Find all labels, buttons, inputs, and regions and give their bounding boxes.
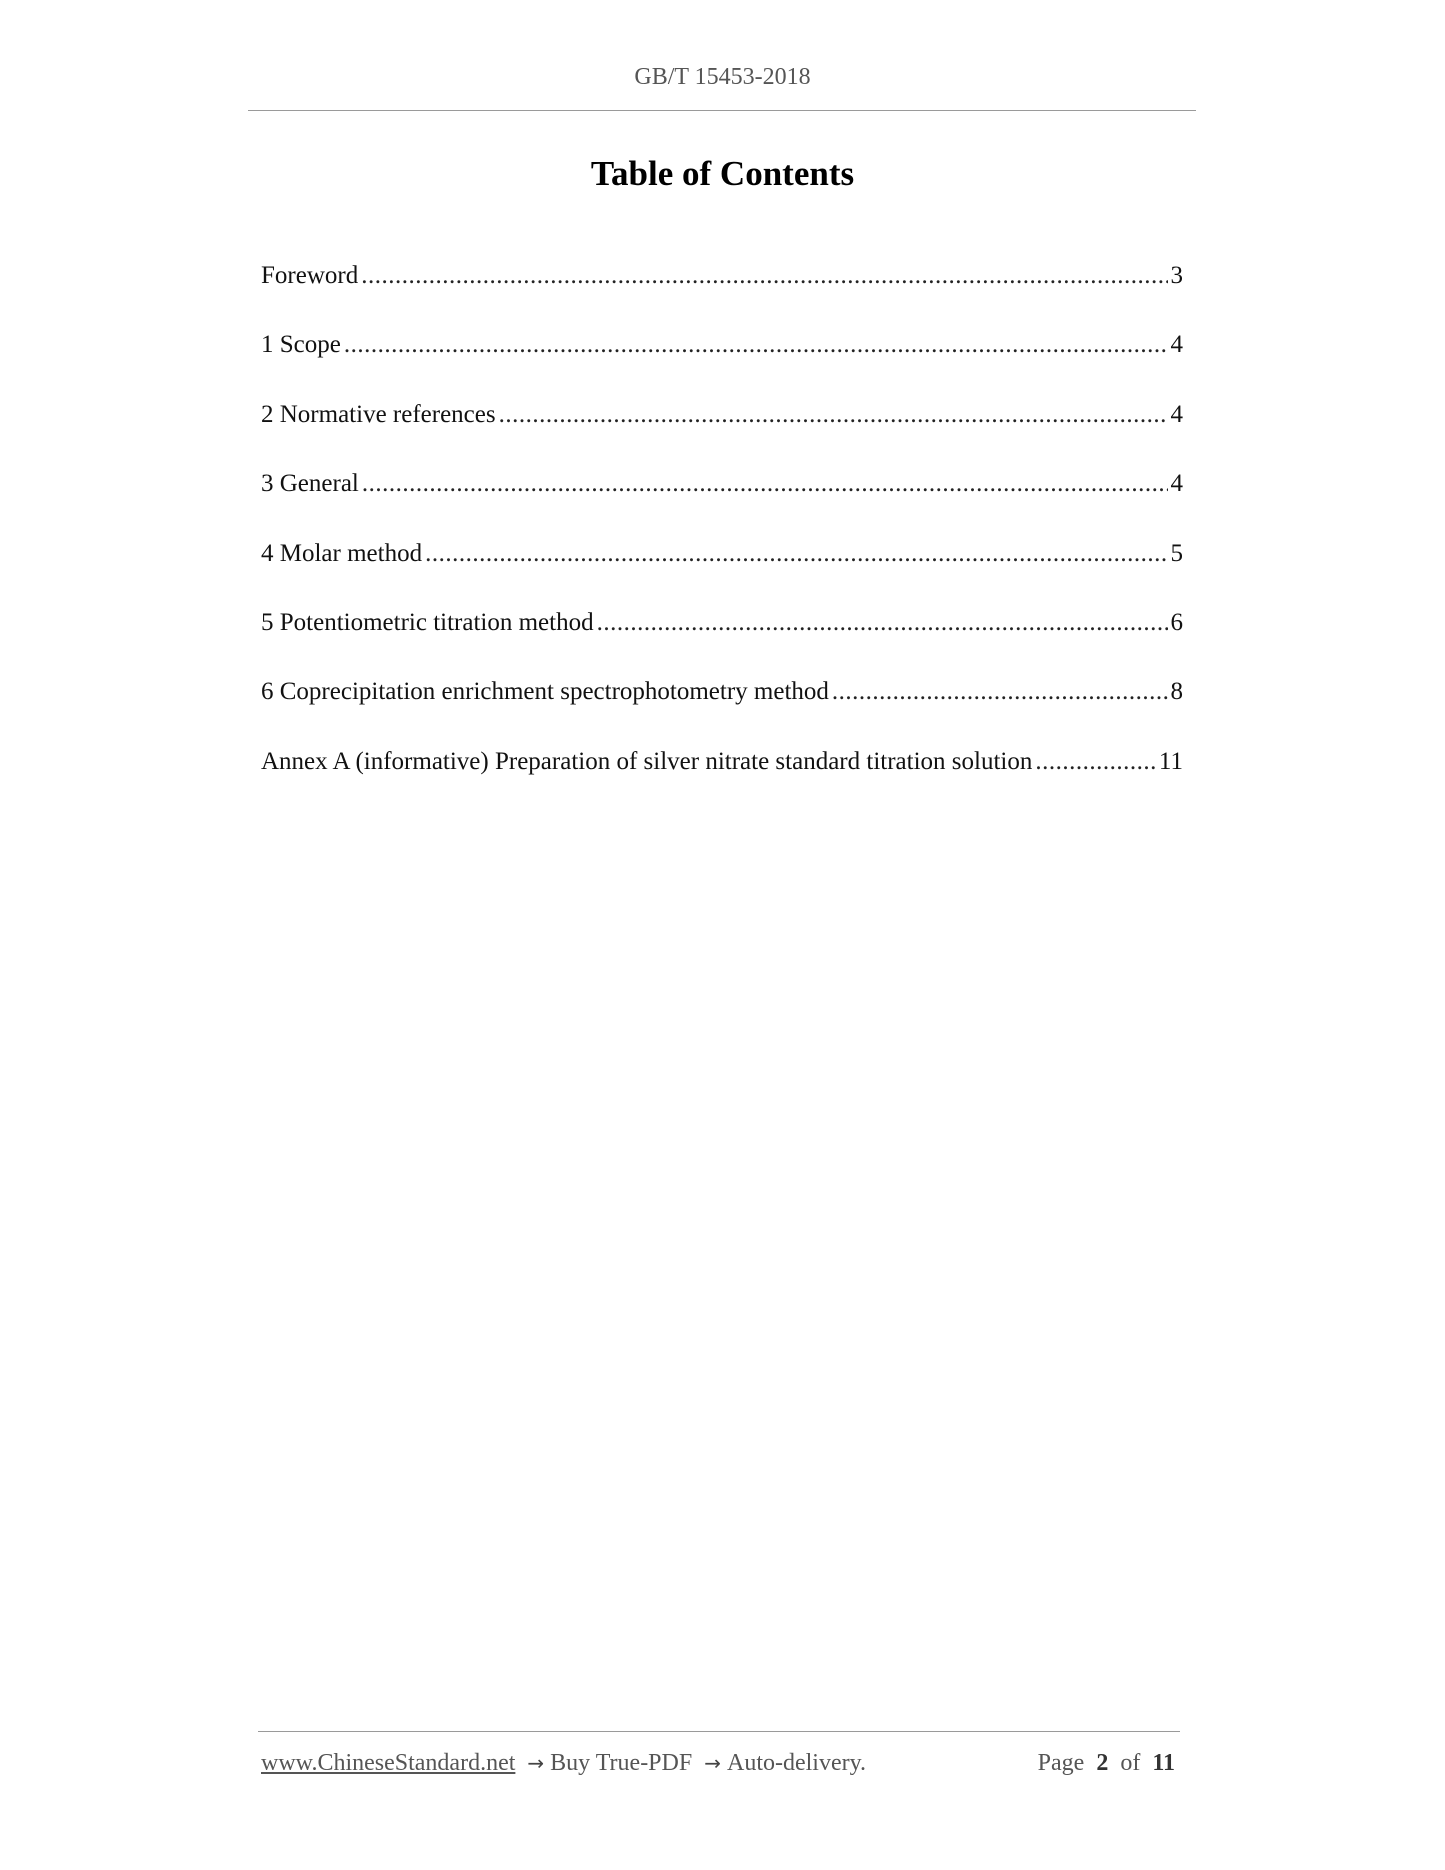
dot-leader <box>362 470 1168 498</box>
toc-entry-page: 4 <box>1170 470 1183 498</box>
toc-entry-general[interactable] <box>261 470 1183 539</box>
page-number <box>1038 1750 1175 1777</box>
toc-entry-label: 5 Potentiometric titration method <box>261 608 594 636</box>
toc-entry-annex-a[interactable] <box>261 748 1183 817</box>
dot-leader <box>597 609 1168 637</box>
footer-step-delivery: Auto-delivery. <box>726 1750 867 1776</box>
dot-leader <box>425 540 1167 568</box>
footer-divider <box>258 1731 1180 1732</box>
dot-leader <box>499 401 1168 429</box>
toc-entry-coprecipitation[interactable] <box>261 678 1183 747</box>
toc-entry-label: Annex A (informative) Preparation of silver nitrate standard titration solution <box>261 747 1033 775</box>
website-link[interactable]: www.ChineseStandard.net <box>261 1750 516 1776</box>
toc-entry-label: 1 Scope <box>261 331 341 359</box>
toc-entry-normative-references[interactable] <box>261 401 1183 470</box>
toc-entry-label: 3 General <box>261 470 359 498</box>
toc-entry-label: 4 Molar method <box>261 539 423 567</box>
toc-entry-label: 6 Coprecipitation enrichment spectrophotometry method <box>261 678 829 706</box>
toc-entry-page: 6 <box>1170 608 1183 636</box>
toc-entry-page: 8 <box>1170 678 1183 706</box>
page-of-label: of <box>1120 1750 1141 1776</box>
toc-entry-label: Foreword <box>261 262 359 289</box>
page-total: 11 <box>1152 1750 1175 1776</box>
toc-entry-molar-method[interactable] <box>261 540 1183 609</box>
toc-entry-page: 3 <box>1170 262 1183 289</box>
document-id: GB/T 15453-2018 <box>634 64 811 90</box>
toc-entry-page: 4 <box>1170 331 1183 359</box>
toc-entry-foreword[interactable] <box>261 262 1183 331</box>
page-label: Page <box>1037 1750 1085 1776</box>
dot-leader <box>1035 748 1156 776</box>
header-divider <box>248 110 1196 111</box>
toc-list <box>261 262 1183 817</box>
toc-entry-potentiometric-titration[interactable] <box>261 609 1183 678</box>
toc-entry-scope[interactable] <box>261 331 1183 400</box>
arrow-right-icon: → <box>704 1751 721 1775</box>
arrow-right-icon: → <box>527 1751 545 1775</box>
page-title: Table of Contents <box>590 154 855 193</box>
toc-entry-page: 11 <box>1158 747 1183 775</box>
dot-leader <box>344 331 1168 359</box>
footer-step-buy: Buy True-PDF <box>550 1750 693 1776</box>
page-current: 2 <box>1096 1750 1109 1776</box>
toc-entry-page: 5 <box>1170 539 1183 567</box>
toc-entry-page: 4 <box>1170 400 1183 428</box>
dot-leader <box>832 678 1168 706</box>
toc-entry-label: 2 Normative references <box>261 400 496 428</box>
dot-leader <box>361 262 1167 290</box>
footer-promo <box>261 1750 866 1777</box>
